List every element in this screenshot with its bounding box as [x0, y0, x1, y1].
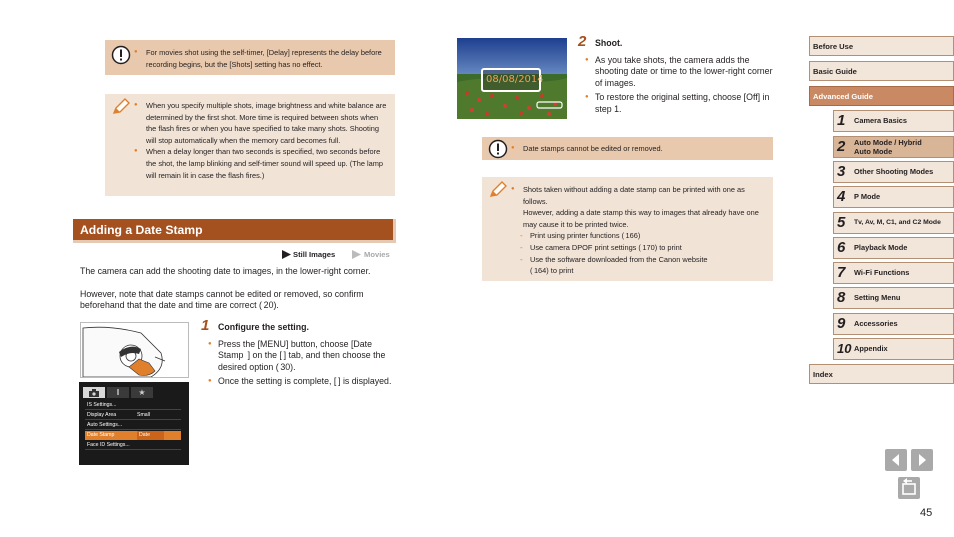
play-triangle-icon — [352, 250, 361, 259]
date-stamp-callout — [481, 68, 544, 92]
pencil-icon — [111, 97, 131, 117]
step-1-title: Configure the setting. — [218, 322, 309, 332]
camera-menu-screen — [79, 382, 189, 465]
camera-back-icon — [81, 323, 189, 378]
mode-movies: Movies — [364, 250, 390, 259]
step-1-number: 1 — [201, 317, 210, 334]
memo-item: ● When a delay longer than two seconds is specified, two seconds before the shot, the lamp blinking and self-timer sound will speed up. (The lamp will remain lit in case the flash fires.) — [134, 146, 390, 181]
caution-text: ● For movies shot using the self-timer, [Delay] represents the delay before recording begins, but the [Shots] setting has no effect. — [134, 47, 389, 70]
menu-row: Display Area Small — [85, 411, 181, 420]
arrow-left-icon — [885, 449, 907, 471]
nav-advanced-guide[interactable]: Advanced Guide — [809, 86, 954, 106]
nav-chapter-4[interactable]: 4 P Mode — [833, 186, 954, 208]
section-heading — [73, 219, 396, 243]
page-number: 45 — [920, 507, 933, 519]
mode-indicator — [282, 249, 397, 261]
nav-chapter-9[interactable]: 9 Accessories — [833, 313, 954, 335]
sample-photo — [457, 38, 567, 119]
intro-paragraph-1: The camera can add the shooting date to images, in the lower-right corner. — [80, 266, 371, 276]
date-stamp-text: 08/08/2014 — [486, 74, 544, 85]
nav-chapter-3[interactable]: 3 Other Shooting Modes — [833, 161, 954, 183]
nav-chapter-5[interactable]: 5 Tv, Av, M, C1, and C2 Mode — [833, 212, 954, 234]
nav-index[interactable]: Index — [809, 364, 954, 384]
nav-chapter-7[interactable]: 7 Wi-Fi Functions — [833, 262, 954, 284]
step-2-number: 2 — [578, 33, 587, 50]
memo-item: ● When you specify multiple shots, image brightness and white balance are determined by the first shot. More time is required between shots when the flash fires or when you have specified to take many shots. Shooting will stop automatically when the memory card becomes full. — [134, 100, 390, 146]
memo-sub-item-cont: ( 164) to print — [530, 266, 574, 276]
previous-page-button[interactable] — [885, 449, 907, 471]
memo-lead: ● Shots taken without adding a date stamp can be printed with one as follows. — [511, 184, 767, 207]
memo-continuation: However, adding a date stamp this way to images that already have one may cause it to be printed twice. — [523, 208, 759, 229]
step-2-bullet: ● To restore the original setting, choose [Off] in step 1. — [585, 92, 775, 115]
arrow-right-icon — [911, 449, 933, 471]
menu-row: Face ID Settings... — [85, 441, 181, 450]
step-1-bullet: ● Press the [MENU] button, choose [Date Stamp ] on the [ ] tab, and then choose the desired option ( 30). — [208, 339, 398, 373]
wrench-tab: ǁ — [107, 387, 129, 398]
memo-sub-item: - Use camera DPOF print settings ( 170) to print — [511, 242, 767, 254]
play-triangle-icon — [282, 250, 291, 259]
mode-still-images: Still Images — [293, 250, 336, 259]
menu-row: IS Settings... — [85, 401, 181, 410]
intro-paragraph-2: However, note that date stamps cannot be edited or removed, so confirm beforehand that the date and time are correct ( 20). — [80, 289, 364, 311]
star-tab: ★ — [131, 387, 153, 398]
nav-chapter-6[interactable]: 6 Playback Mode — [833, 237, 954, 259]
pencil-icon — [488, 180, 508, 200]
date-caution-text: ● Date stamps cannot be edited or removed. — [511, 143, 766, 155]
camera-tab — [83, 387, 105, 398]
nav-before-use[interactable]: Before Use — [809, 36, 954, 56]
memo-sub-item: - Print using printer functions ( 166) — [511, 230, 767, 242]
menu-row: Auto Settings... — [85, 421, 181, 430]
date-caution-box — [482, 137, 773, 160]
nav-chapter-2[interactable]: 2 Auto Mode / Hybrid Auto Mode — [833, 136, 954, 158]
selftimer-caution-box — [105, 40, 395, 75]
date-memo-box — [482, 177, 773, 281]
return-arrow-icon — [898, 477, 920, 499]
nav-chapter-10[interactable]: 10 Appendix — [833, 338, 954, 360]
selftimer-memo-box — [105, 94, 395, 196]
step-2-bullet: ● As you take shots, the camera adds the shooting date or time to the lower-right corner of images. — [585, 55, 775, 89]
nav-chapter-8[interactable]: 8 Setting Menu — [833, 287, 954, 309]
step-2-title: Shoot. — [595, 38, 623, 48]
nav-basic-guide[interactable]: Basic Guide — [809, 61, 954, 81]
memo-sub-item: - Use the software downloaded from the Canon website — [511, 254, 767, 266]
camera-button-illustration — [80, 322, 189, 378]
step-1-bullet: ● Once the setting is complete, [ ] is displayed. — [208, 376, 398, 387]
caution-icon — [111, 45, 131, 65]
camera-icon — [89, 389, 99, 397]
section-title: Adding a Date Stamp — [80, 223, 203, 237]
next-page-button[interactable] — [911, 449, 933, 471]
menu-row-selected: Date Stamp Date — [85, 431, 181, 440]
return-button[interactable] — [898, 477, 920, 499]
nav-chapter-1[interactable]: 1 Camera Basics — [833, 110, 954, 132]
menu-tab-bar — [83, 387, 185, 398]
caution-icon — [488, 139, 508, 159]
